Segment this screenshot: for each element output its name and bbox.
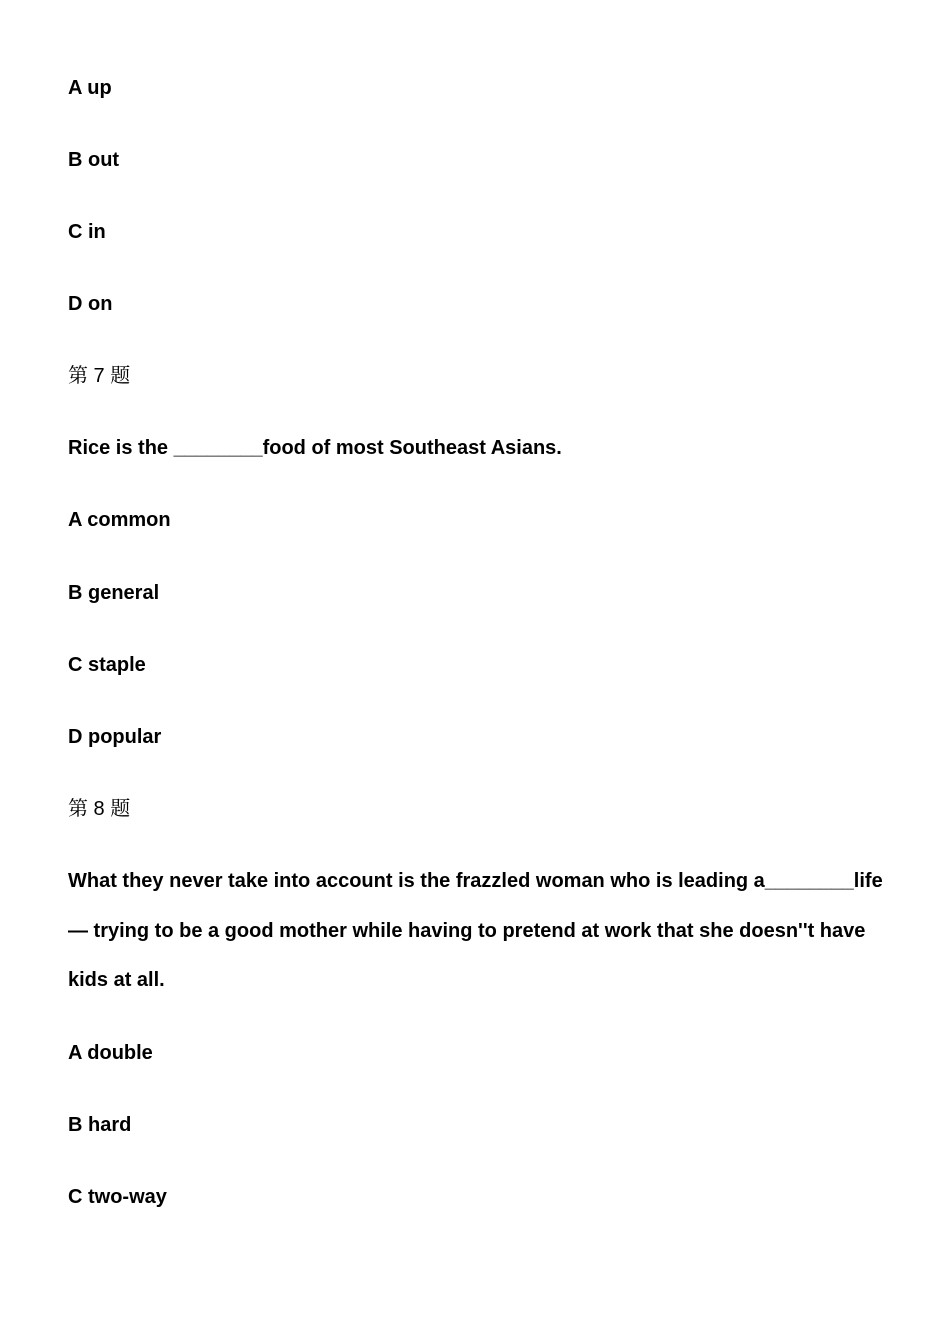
q7-option-a: A common (68, 509, 171, 531)
q8-option-b: B hard (68, 1114, 132, 1136)
q8-option-c: C two-way (68, 1186, 167, 1208)
q6-option-b: B out (68, 149, 120, 171)
q7-option-d: D popular (68, 726, 162, 748)
q7-option-b: B general (68, 582, 160, 604)
q6-option-a: A up (68, 77, 112, 99)
q8-option-a: A double (68, 1042, 153, 1064)
q6-option-c: C in (68, 221, 106, 243)
q7-stem: Rice is the ________food of most Southeast Asians. (68, 437, 562, 459)
q6-option-d: D on (68, 293, 113, 315)
q8-stem: What they never take into account is the frazzled woman who is leading a________life — trying to be a good mother while having to pretend at work that she doesn''t have kids at all. (68, 870, 883, 991)
q7-option-c: C staple (68, 654, 146, 676)
q8-heading: 第 8 题 (68, 798, 131, 820)
q7-heading: 第 7 题 (68, 365, 131, 387)
